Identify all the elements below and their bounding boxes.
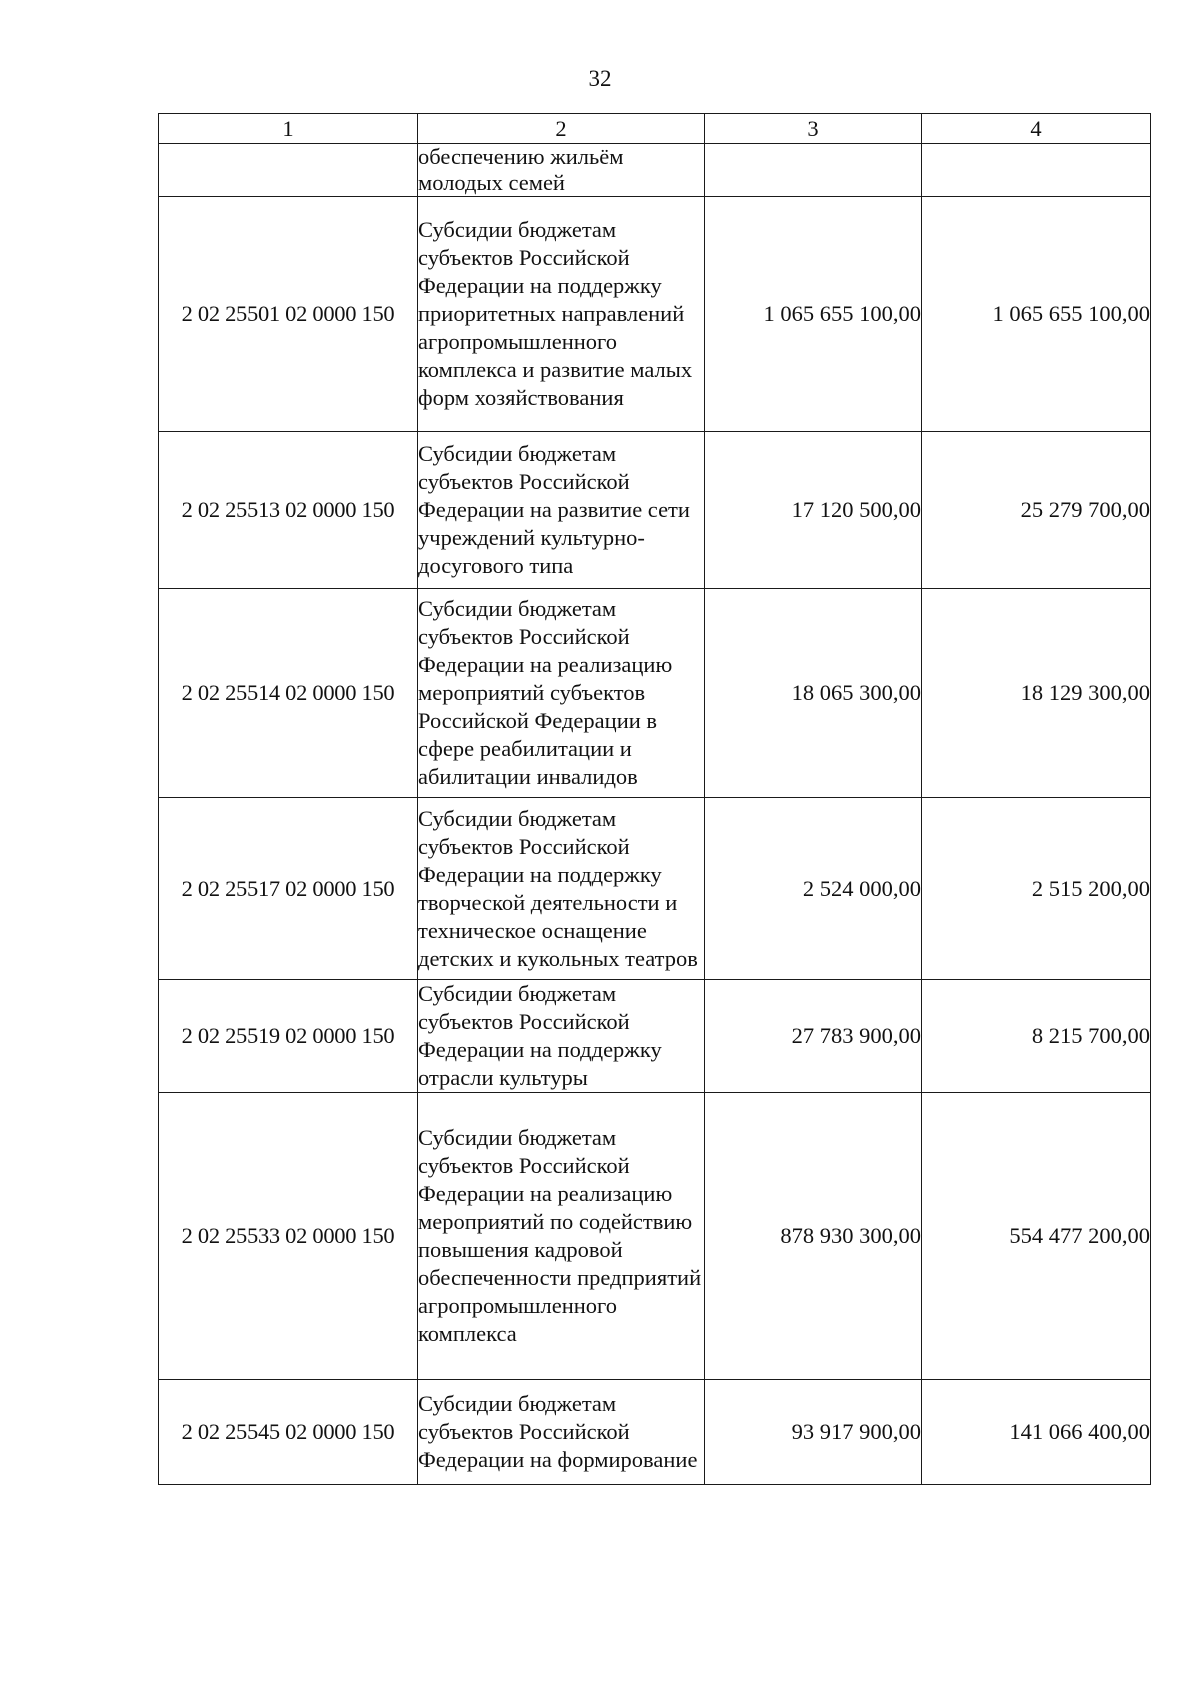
table-row xyxy=(159,432,1151,589)
column-header-4: 4 xyxy=(922,114,1151,144)
income-code-cell: 2 02 25519 02 0000 150 xyxy=(159,980,418,1093)
income-name-cell: Субсидии бюджетам субъектов Российской Федерации на развитие сети учреждений культурно-досугового типа xyxy=(418,432,705,589)
income-code-cell: 2 02 25517 02 0000 150 xyxy=(159,798,418,980)
amount-col4-cell: 25 279 700,00 xyxy=(922,432,1151,589)
income-name-cell: Субсидии бюджетам субъектов Российской Федерации на реализацию мероприятий по содействию повышения кадровой обеспеченности предприятий агропромышленного комплекса xyxy=(418,1093,705,1380)
table-row xyxy=(159,144,1151,197)
amount-col3-cell: 17 120 500,00 xyxy=(705,432,922,589)
table-row xyxy=(159,1380,1151,1485)
page-number: 32 xyxy=(588,66,612,91)
amount-col4-cell: 8 215 700,00 xyxy=(922,980,1151,1093)
table-header-row xyxy=(159,114,1151,144)
income-code-cell xyxy=(159,144,418,197)
amount-col4-cell: 141 066 400,00 xyxy=(922,1380,1151,1485)
amount-col4-cell xyxy=(922,144,1151,197)
income-name-cell: Субсидии бюджетам субъектов Российской Федерации на формирование xyxy=(418,1380,705,1485)
table-row xyxy=(159,980,1151,1093)
income-code-cell: 2 02 25513 02 0000 150 xyxy=(159,432,418,589)
income-name-cell: Субсидии бюджетам субъектов Российской Федерации на поддержку отрасли культуры xyxy=(418,980,705,1093)
income-name-cell: Субсидии бюджетам субъектов Российской Федерации на поддержку творческой деятельности и техническое оснащение детских и кукольных театров xyxy=(418,798,705,980)
column-header-3: 3 xyxy=(705,114,922,144)
amount-col4-cell: 554 477 200,00 xyxy=(922,1093,1151,1380)
amount-col3-cell: 18 065 300,00 xyxy=(705,589,922,798)
amount-col3-cell: 93 917 900,00 xyxy=(705,1380,922,1485)
income-name-cell: обеспечению жильём молодых семей xyxy=(418,144,705,197)
income-name-cell: Субсидии бюджетам субъектов Российской Федерации на реализацию мероприятий субъектов Российской Федерации в сфере реабилитации и абилитации инвалидов xyxy=(418,589,705,798)
amount-col4-cell: 18 129 300,00 xyxy=(922,589,1151,798)
budget-table xyxy=(158,113,1151,1485)
amount-col4-cell: 1 065 655 100,00 xyxy=(922,197,1151,432)
income-code-cell: 2 02 25514 02 0000 150 xyxy=(159,589,418,798)
column-header-2: 2 xyxy=(418,114,705,144)
income-code-cell: 2 02 25501 02 0000 150 xyxy=(159,197,418,432)
table-row xyxy=(159,1093,1151,1380)
amount-col3-cell: 1 065 655 100,00 xyxy=(705,197,922,432)
amount-col3-cell: 2 524 000,00 xyxy=(705,798,922,980)
income-code-cell: 2 02 25533 02 0000 150 xyxy=(159,1093,418,1380)
income-name-cell: Субсидии бюджетам субъектов Российской Федерации на поддержку приоритетных направлений агропромышленного комплекса и развитие малых форм хозяйствования xyxy=(418,197,705,432)
amount-col3-cell: 878 930 300,00 xyxy=(705,1093,922,1380)
amount-col3-cell xyxy=(705,144,922,197)
table-row xyxy=(159,197,1151,432)
table-row xyxy=(159,589,1151,798)
income-code-cell: 2 02 25545 02 0000 150 xyxy=(159,1380,418,1485)
amount-col4-cell: 2 515 200,00 xyxy=(922,798,1151,980)
column-header-1: 1 xyxy=(159,114,418,144)
table-row xyxy=(159,798,1151,980)
amount-col3-cell: 27 783 900,00 xyxy=(705,980,922,1093)
